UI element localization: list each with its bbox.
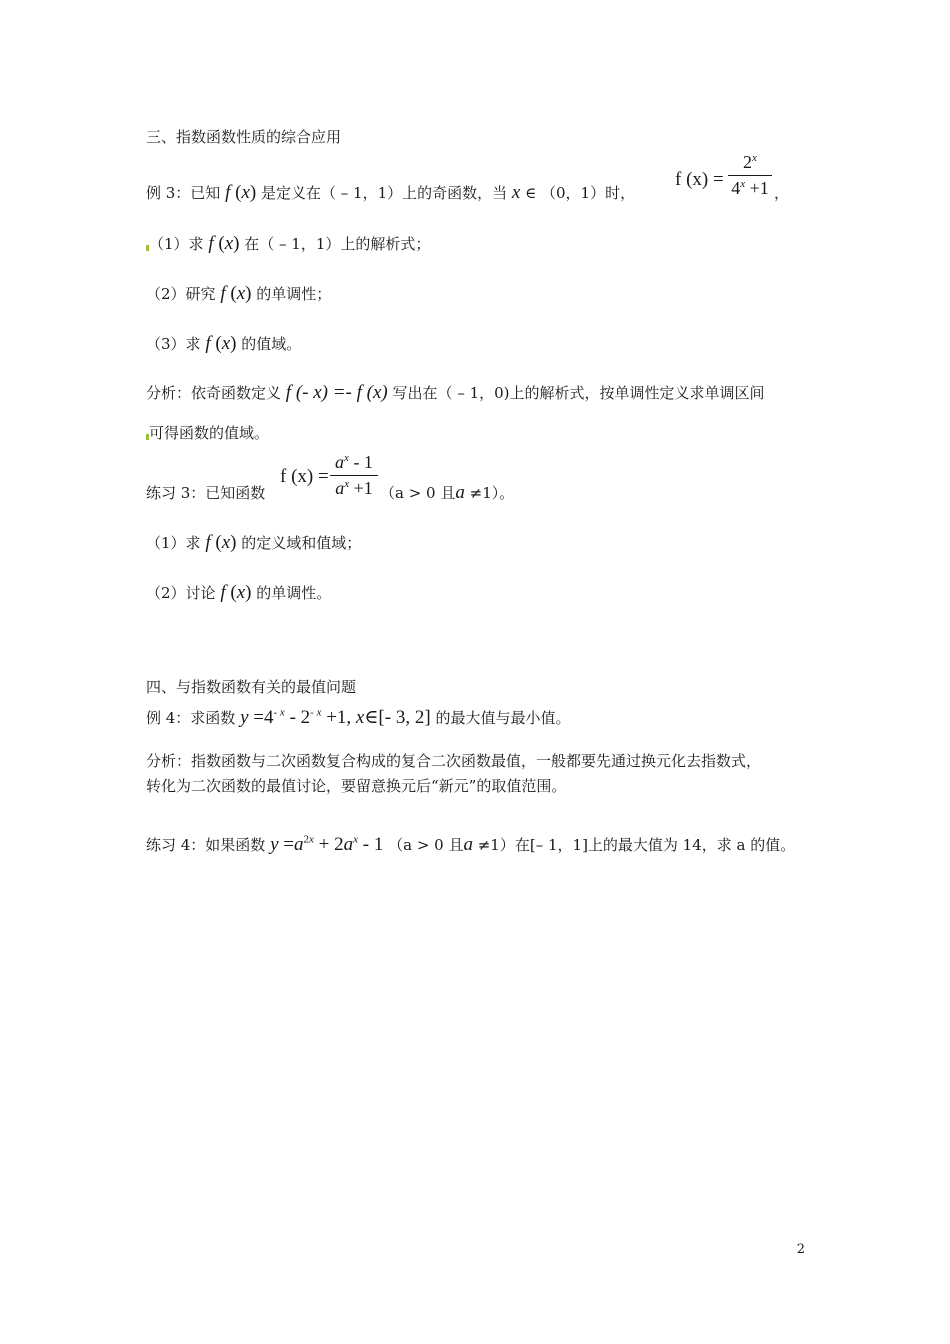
page-number: 2	[796, 1242, 805, 1257]
ex3-fraction	[728, 152, 772, 199]
ex3-pre: 例 3：已知	[146, 184, 221, 202]
ex3-mid: 是定义在（ – 1，1）上的奇函数，当	[261, 184, 508, 202]
x-symbol: x	[511, 182, 521, 203]
ex3-comma: ，	[774, 184, 790, 202]
section-3-title: 三、指数函数性质的综合应用	[146, 128, 342, 146]
ex3-denominator: $4^x +1$	[731, 178, 769, 198]
exercise-3-denominator: $a^x +1$	[335, 478, 373, 498]
analysis-3-line-1: 分析：依奇函数定义 f (- x) =- f (x) 写出在（ – 1，0)上的解析式，按单调性定义求单调区间	[146, 382, 765, 403]
fx-symbol: f (x)	[208, 233, 240, 254]
exercise-3-fraction	[330, 452, 378, 499]
ex3-numerator: 2$^x$	[743, 152, 757, 172]
odd-function-formula: f (- x) =- f (x)	[285, 382, 388, 403]
question-1: （1）求 f (x) 在（ – 1，1）上的解析式；	[146, 233, 430, 255]
exercise-4-line: 练习 4：如果函数 $y =a^{2x} + 2a^x - 1$ （a > 0 且a ≠1）在[– 1，1]上的最大值为 14，求 a 的值。	[146, 833, 796, 855]
analysis-4-line-2: 转化为二次函数的最值讨论，要留意换元后“新元”的取值范围。	[146, 777, 567, 795]
fx-symbol: f (x)	[205, 532, 237, 553]
exercise-4-formula: $y =a^{2x} + 2a^x - 1$	[270, 833, 384, 855]
example-4-line: 例 4：求函数 $y =4^{- x} - 2^{- x} +1$, x∈[- 3, 2] 的最大值与最小值。	[146, 706, 571, 728]
exercise-3-part-2: （2）讨论 f (x) 的单调性。	[146, 582, 332, 603]
exercise-3-pre: 练习 3：已知函数	[146, 484, 266, 502]
exercise-3-part-1: （1）求 f (x) 的定义域和值域；	[146, 532, 362, 553]
fx-symbol: f (x)	[220, 582, 252, 603]
question-2: （2）研究 f (x) 的单调性；	[146, 283, 332, 304]
analysis-4-line-1: 分析：指数函数与二次函数复合构成的复合二次函数最值，一般都要先通过换元化去指数式，	[146, 752, 762, 770]
exercise-3-fx-label: f (x) =	[280, 466, 329, 487]
exercise-3-condition: （a > 0 且a ≠1）。	[380, 482, 515, 503]
analysis-3-line-2: 可得函数的值域。	[146, 422, 269, 444]
ex3-cond: ∈ （0，1）时，	[525, 184, 636, 202]
fx-symbol: f (x)	[205, 333, 237, 354]
example-3-line	[146, 182, 635, 204]
fx-symbol: f (x)	[225, 182, 257, 203]
example-4-formula: $y =4^{- x} - 2^{- x} +1$, x∈[- 3, 2]	[240, 706, 431, 728]
question-3: （3）求 f (x) 的值域。	[146, 333, 302, 354]
section-4-title: 四、与指数函数有关的最值问题	[146, 678, 357, 696]
ex3-fx-label: f (x) =	[675, 169, 724, 190]
fx-symbol: f (x)	[220, 283, 252, 304]
exercise-3-numerator: $a^x - 1$	[335, 452, 373, 472]
